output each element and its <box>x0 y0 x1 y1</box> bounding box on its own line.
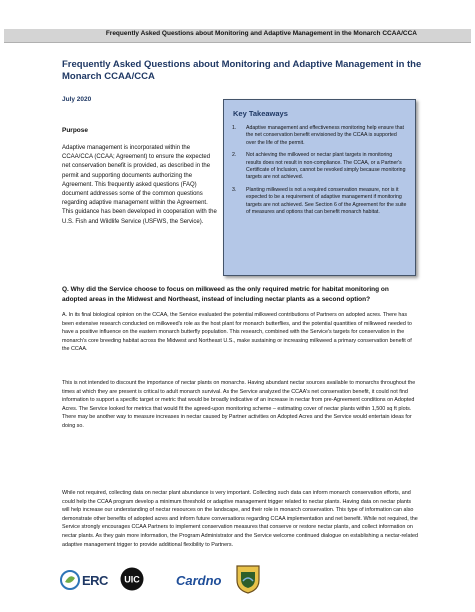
takeaway-number: 2. <box>232 152 237 159</box>
erc-leaf-icon <box>60 570 80 590</box>
uic-logo-text: UIC <box>124 574 140 585</box>
usfws-shield-icon <box>235 564 261 594</box>
usfws-shield-logo <box>235 564 261 594</box>
partner-logos <box>60 566 440 594</box>
document-date: July 2020 <box>62 96 92 103</box>
takeaway-text: Adaptive management and effectiveness monitoring help ensure that the net conservation benefit envisioned by the CCAA is supported over the life of the permit. <box>246 125 404 146</box>
answer-paragraph: A. In its final biological opinion on the CCAA, the Service evaluated the potential milkweed contributions of Partners on adopted acres. There has been extensive research conducted on milkweed's role as the host plant for monarch butterflies, and the potential quantities of milkweed needed to have a positive influence on the eastern monarch butterfly population. This research, combined with the Service's targets for conservation in the monarch's core breeding habitat across the Midwest and Northeast U.S., make sustaining or increasing milkweed a primary conservation benefit of the CCAA. <box>62 312 412 353</box>
purpose-heading: Purpose <box>62 127 89 134</box>
key-takeaways-box <box>223 99 416 276</box>
cardno-logo <box>176 572 222 590</box>
uic-logo <box>120 567 144 591</box>
takeaway-text: Planting milkweed is not a required conservation measure, nor is it expected to be a requirement of adaptive management if monitoring targets are not achieved. See Section 6 of the Agreement for the suite of measures and options that can benefit monarch habitat. <box>246 186 407 216</box>
erc-logo <box>60 570 108 595</box>
erc-logo-text: ERC <box>82 573 108 588</box>
purpose-text: Adaptive management is incorporated within the CCAA/CCA (CCAA; Agreement) to ensure the expected net conservation benefit is provided, as described in the permit and supporting documents authorizing the Agreement. This frequently asked questions (FAQ) document addresses some of the common questions regarding adaptive management within the Agreement. This guidance has been developed in cooperation with the U.S. Fish and Wildlife Service (USFWS, the Service). <box>62 145 217 225</box>
key-takeaways-heading: Key Takeaways <box>233 109 288 118</box>
takeaway-item <box>230 152 408 182</box>
takeaway-number: 3. <box>232 186 237 193</box>
takeaway-number: 1. <box>232 125 237 131</box>
uic-circle-icon <box>120 567 144 591</box>
running-header-title: Frequently Asked Questions about Monitoring and Adaptive Management in the Monarch CCAA/CCA <box>105 30 417 37</box>
key-takeaways-list <box>230 125 408 221</box>
running-header <box>4 29 471 43</box>
takeaway-item <box>230 125 408 147</box>
faq-question: Q. Why did the Service choose to focus on milkweed as the only required metric for habitat monitoring on adopted areas in the Midwest and Northeast, instead of including nectar plants as a second option? <box>62 286 389 303</box>
cardno-logo-text: Cardno <box>176 573 222 588</box>
answer-paragraph: While not required, collecting data on nectar plant abundance is very important. Collecting such data can inform monarch conservation efforts, and could help the CCAA program develop a minimum threshold or adaptive management trigger related to nectar plants. Having data on nectar plants will help increase our understanding of nectar resources on the landscape, and their role in monarch conservation. This type of information can also demonstrate other benefits of adopted acres and inform future conversations regarding CCAA implementation and net benefit. While not required, the Service strongly encourages CCAA Partners to implement conservation measures that conserve or restore nectar plants, and collect information on nectar plants. As they gain more information, the Program Administrator and the Service welcome continued dialogue on establishing a nectar-related adaptive management trigger to provide additional flexibility to Partners. <box>62 490 418 548</box>
takeaway-item <box>230 187 408 217</box>
takeaway-text: Not achieving the milkweed or nectar plant targets in monitoring results does not result in non-compliance. The CCAA, or a Partner's Certificate of Inclusion, cannot be revoked simply because monitoring targets are not achieved. <box>246 152 406 181</box>
answer-paragraph: This is not intended to discount the importance of nectar plants on monarchs. Having abundant nectar sources available to monarchs throughout the times at which they are present is critical to adult monarch survival. As the Service analyzed the CCAA's net conservation benefit, it could not find information to support a specific target or metric that would be broadly indicative of an increase in nectar from pre-Agreement conditions on Adopted Acres. The Service looked for metrics that would fit the agreed-upon monitoring scheme – estimating cover of nectar plants within 1,500 sq ft plots. There may be another way to measure increases in nectar caused by Partner activities on Adopted Acres and the Service would entertain ideas for doing so. <box>62 380 416 429</box>
document-title: Frequently Asked Questions about Monitoring and Adaptive Management in the Monarch CCAA/CCA <box>62 59 422 82</box>
